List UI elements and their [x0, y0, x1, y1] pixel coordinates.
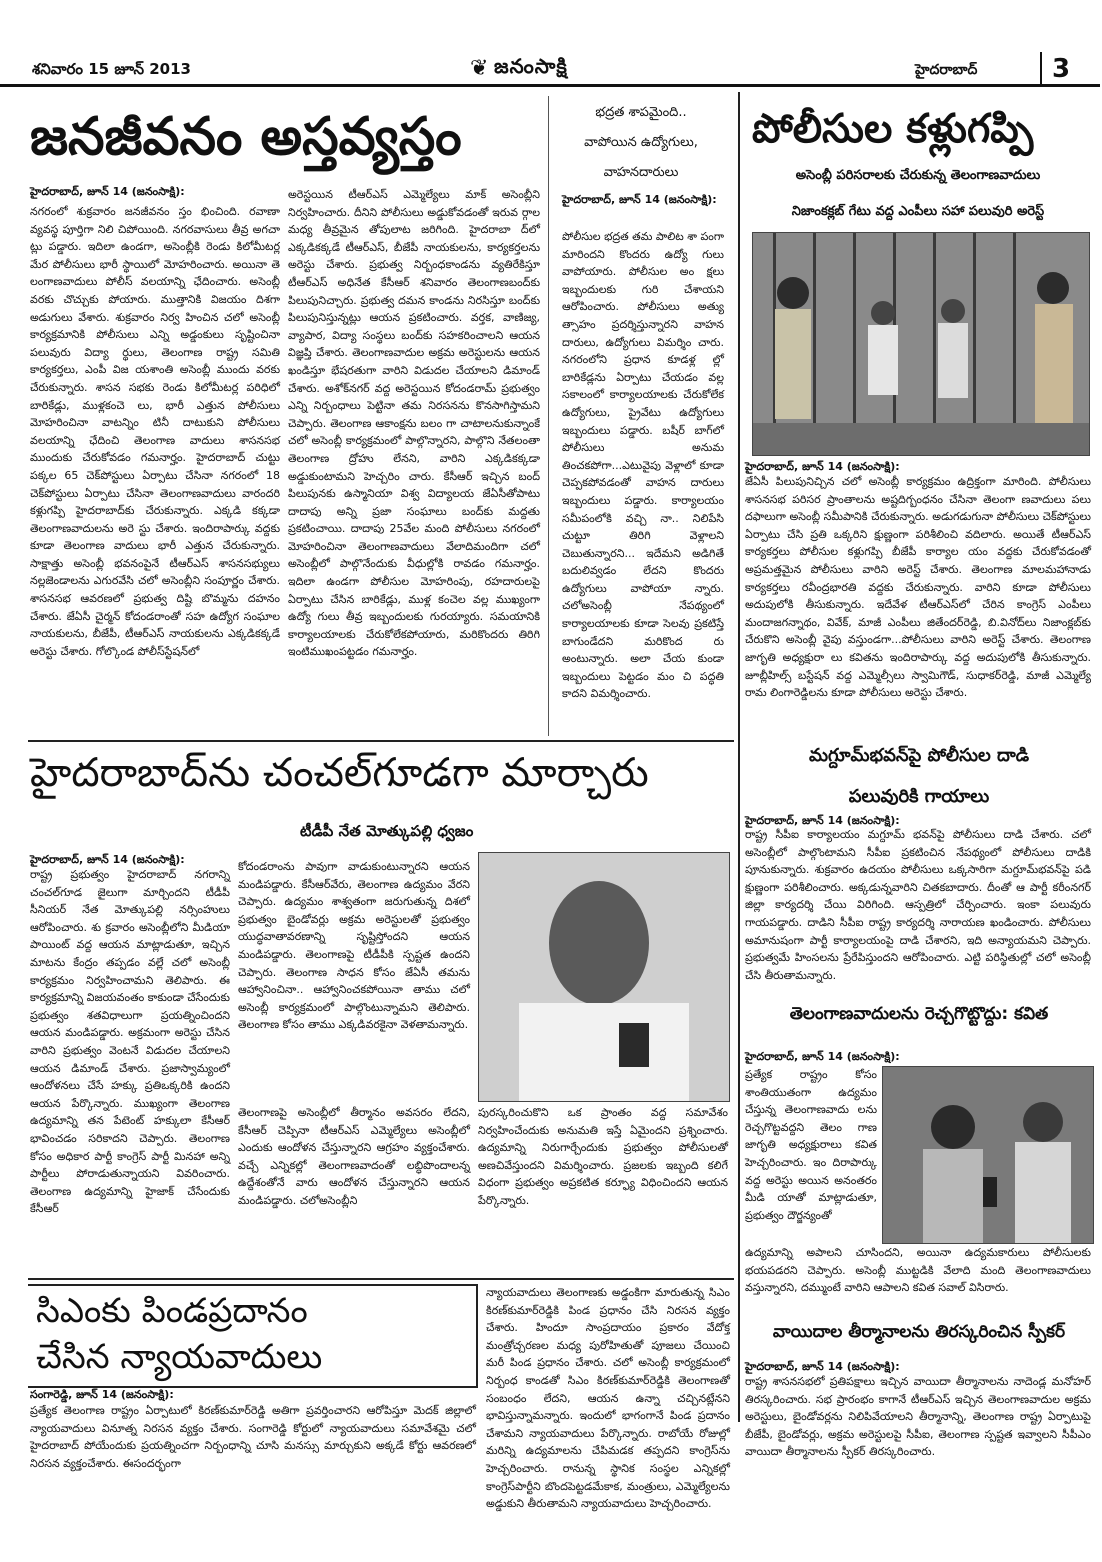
story5-headline: మగ్దూమ్‌భవన్‌పై పోలీసుల దాడి — [808, 745, 1030, 766]
story4-column-1: రాష్ట్ర ప్రభుత్వం హైదరాబాద్ నగరాన్ని చంచల్‌గూడ జైలుగా మార్చిందని టీడీపీ సీనియర్ నేత మోత్కుపల్లి నర్సింహులు ఆరోపించారు. శు క్రవారం అసెంబ్లీలోని మీడియా పాయింట్ వద్ద ఆయన మాట్లాడుతూ, ఇచ్చిన మాటను కేంద్రం తప్పడం వల్లే చలో అసెంబ్లీ కార్యక్రమం నిర్వహించామని తెలిపారు. ఈ కార్యక్రమాన్ని విజయవంతం కాకుండా చేసేందుకు ప్రభుత్వం శతవిధాలుగా ప్రయత్నించిందని ఆయన మండిపడ్డారు. అక్రమంగా అరెస్టు చేసిన వారిని ప్రభుత్వం వెంటనే విడుదల చేయాలని ఆయన డిమాండ్ చేశారు. ప్రజాస్వామ్యంలో ఆందోళనలు చేసే హక్కు ప్రతిఒక్కరికి ఉందని ఆయన పేర్కొన్నారు. ముఖ్యంగా తెలంగాణ ఉద్యమాన్ని తన పేటెంట్ హక్కులా కేసీఆర్ భావించడం సరికాదని చెప్పారు. తెలంగాణ కోసం అధికార పార్టీ కాంగ్రెస్ పార్టీ మినహా అన్ని పార్టీలు పోరాడుతున్నాయని వివరించారు. తెలంగాణ ఉద్యమాన్ని హైజాక్ చేసేందుకు కేసీఆర్ — [30, 868, 230, 1216]
story5-body: రాష్ట్ర సీపీఐ కార్యాలయం మగ్దూమ్ భవన్‌పై పోలీసులు దాడి చేశారు. చలో అసెంబ్లీలో పాల్గొంటామని సీపీఐ ప్రకటించిన నేపథ్యంలో పోలీసులు దాడికి పూనుకున్నారు. శుక్రవారం ఉదయం పోలీసులు ఒక్కసారిగా మగ్దూమ్‌భవన్‌పై పడి క్షుణ్ణంగా పరిశీలించారు. అక్కడున్నవారిని చితకబాదారు. దీంతో ఆ పార్టీ కరీంనగర్ జిల్లా కార్యదర్శి చేయి విరిగింది. ఆస్పత్రిలో చేర్పించారు. ఇంకా పలువురు గాయపడ్డారు. దాడిని సీపీఐ రాష్ట్ర కార్యదర్శి నారాయణ ఖండించారు. పోలీసులు అమానుషంగా పార్టీ కార్యాలయంపై దాడి చేశారని, ఇది అన్యాయమని చెప్పారు. ప్రభుత్వమే హింసలను ప్రేరేపిస్తుందని ఆరోపించారు. ఎట్టి పరిస్థితుల్లో చలో అసెంబ్లీ చేసి తీరుతామన్నారు. — [745, 828, 1091, 982]
story4-tail-right: పురస్కరించుకొని ఒక ప్రాంతం వద్ద సమావేశం నిర్వహించేందుకు అనుమతి ఇస్తే ఏమైందని ప్రశ్నించారు. ఉద్యమాన్ని నిరుగార్చేందుకు ప్రభుత్వం పోలీసులతో అణచివేస్తుందని విమర్శించారు. ప్రజలకు ఇబ్బంది కలిగే విధంగా ప్రభుత్వం అప్రకటిత కర్ఫ్యూ విధించిందని ఆయన పేర్కొన్నారు. — [478, 1106, 728, 1207]
story7-body: రాష్ట్ర శాసనసభలో ప్రతిపక్షాలు ఇచ్చిన వాయిదా తీర్మానాలను నాదెండ్ల మనోహర్ తిరస్కరించారు. సభ ప్రారంభం కాగానే టీఆర్‌ఎస్ ఇచ్చిన తెలంగాణవాదుల అక్రమ అరెస్టులు, బైండోవర్లను నిలిపివేయాలని తీర్మానాన్ని, తెలంగాణ రాష్ట్ర ఏర్పాటుపై బీజేపీ, బైండోవర్లు, అక్రమ అరెస్టులపై సీపీఐ, తెలంగాణ స్పష్టత ఇవ్వాలని సీపీఎం వాయిదా తీర్మానాలను స్పీకర్ తిరస్కరించారు. — [745, 1375, 1091, 1459]
page-number: 3 — [1052, 54, 1071, 84]
column-rule — [548, 96, 549, 736]
story3-dateline: హైదరాబాద్, జూన్ 14 (జనంసాక్షి): — [745, 460, 900, 473]
story6-body-full: ఉద్యమాన్ని అపాలని చూసిందని, అయినా ఉద్యమకారులు పోలీసులకు భయపడరని చెప్పారు. అసెంబ్లీ ముట్టడికి వేలాది మంది తెలంగాణవాదులు వస్తున్నారని, దమ్ముంటే వారిని ఆపాలని కవిత సవాల్ విసిరారు. — [745, 1246, 1091, 1295]
issue-date: శనివారం 15 జూన్ 2013 — [32, 60, 191, 78]
story6-dateline: హైదరాబాద్, జూన్ 14 (జనంసాక్షి): — [745, 1050, 900, 1063]
kavitha-photo — [882, 1066, 1094, 1244]
story4-tail-left: తెలంగాణపై అసెంబ్లీలో తీర్మానం అవసరం లేదని, కేసీఆర్ చెప్పినా టీఆర్‌ఎస్ ఎమ్మెల్యేలు అసెంబ్లీలో ఎందుకు ఆందోళన చేస్తున్నారని ఆగ్రహం వ్యక్తంచేశారు. వచ్చే ఎన్నికల్లో తెలంగాణవాదంతో లబ్ధిపొందాలన్న ఉద్దేశంతోనే వారు ఆందోళన చేస్తున్నారని ఆయన మండిపడ్డారు. చలోఅసెంబ్లీని — [238, 1106, 470, 1207]
masthead-leaf-icon: ❦ — [470, 56, 489, 81]
story3-headline: పోలీసుల కళ్లుగప్పి — [752, 106, 1034, 152]
story8-headline-1: సిఎంకు పిండప్రదానం — [36, 1291, 308, 1331]
photo-illustration — [479, 853, 729, 1101]
story2-dateline: హైదరాబాద్, జూన్ 14 (జనంసాక్షి): — [562, 193, 717, 206]
header-divider — [1040, 52, 1042, 86]
kicker-line: భద్రత శాపమైంది.. — [595, 105, 687, 120]
story5-dateline: హైదరాబాద్, జూన్ 14 (జనంసాక్షి): — [745, 814, 900, 827]
story1-headline: జనజీవనం అస్తవ్యస్తం — [30, 107, 462, 167]
header-rule — [0, 84, 1100, 87]
story3-body: జేఏసీ పిలుపునిచ్చిన చలో అసెంబ్లీ కార్యక్రమం ఉద్రిక్తంగా మారింది. పోలీసులు శాసనసభ పరిసర ప్రాంతాలను అష్టదిగ్బంధనం చేసినా తెలంగా ణవాదులు పలు దఫాలుగా అసెంబ్లీ సమీపానికి చేరుకున్నారు. అడుగడుగునా పోలీసులు చెక్‌పోస్టులు ఏర్పాటు చేసి ప్రతి ఒక్కరిని క్షుణ్ణంగా పరిశీలించి వదిలారు. అయితే టీఆర్‌ఎస్ కార్యకర్తలు పోలీసుల కళ్లుగప్పి బీజేపీ కార్యాల యం వద్దకు చేరుకోవడంతో అప్రమత్తమైన పోలీసులు వారిని అరెస్ట్ చేశారు. తెలంగాణ మాలమహానాడు కార్యకర్తలు రవీంద్రభారతి వద్దకు చేరుకున్నారు. వారిని కూడా పోలీసులు అదుపులోకి తీసుకున్నారు. ఇదేవేళ టీఆర్‌ఎస్‌లో చేరిన కాంగ్రెస్ ఎంపీలు మందాజగన్నాథం, వివేక్, మాజీ ఎంపీలు జితేందర్‌రెడ్డి, బి.వినోద్‌లు నిజాంక్లబ్‌కు చేరుకొని అసెంబ్లీ వైపు వస్తుండగా...పోలీసులు వారిని అరెస్ట్ చేశారు. తెలంగాణ జాగృతి అధ్యక్షురా లు కవితను ఇందిరాపార్కు వద్ద అదుపులోకి తీసుకున్నారు. జూబ్లీహిల్స్ బస్టేషన్ వద్ద ఎమ్మెల్సీలు స్వామిగౌడ్, సుధాకర్‌రెడ్డి, మాజీ ఎమ్మెల్యే రామ లింగారెడ్డిలను కూడా పోలీసులు అరెస్టు చేశారు. — [745, 475, 1091, 700]
story8-column-2: న్యాయవాదులు తెలంగాణకు అడ్డంకిగా మారుతున్న సిఎం కిరణ్‌కుమార్‌రెడ్డికి పిండ ప్రధానం చేసి నిరసన వ్యక్తం చేశారు. హిందూ సాంప్రదాయం ప్రకారం వేదోక్త మంత్రోచ్చరణల మధ్య పురోహితుతో పూజలు చేయించి మరీ పిండ ప్రధానం చేశారు. చలో అసెంబ్లీ కార్యక్రమంలో నిర్బంధ కాండతో సిఎం కిరణ్‌కుమార్‌రెడ్డికి తెలంగాణతో సంబంధం లేదని, ఆయన ఉన్నా చచ్చినట్లేనని భావిస్తున్నామన్నారు. ఇందులో భాగంగానే పిండ ప్రదానం చేశామని న్యాయవాదులు పేర్కొన్నారు. రాబోయే రోజుల్లో మరిన్ని ఉద్యమాలను చేపిమడక తప్పదని కాంగ్రెస్‌ను హెచ్చరించారు. రానున్న స్థానిక సంస్థల ఎన్నికల్లో కాంగ్రెస్‌పార్టీని బొందపెట్టడమేకాక, మంత్రులు, ఎమ్మెల్యేలను అడ్డుకుని తీరుతామని న్యాయవాదులు హెచ్చరించారు. — [486, 1286, 730, 1511]
motkupalli-photo — [478, 852, 730, 1102]
story2-kicker — [556, 98, 726, 188]
photo-illustration — [753, 233, 1089, 455]
story7-dateline: హైదరాబాద్, జూన్ 14 (జనంసాక్షి): — [745, 1360, 900, 1373]
kicker-line: వాహనదారులు — [603, 165, 679, 180]
story2-body: పోలీసుల భద్రత తమ పాలిట శా పంగా మారిందని కొందరు ఉద్యో గులు వాపోయారు. పోలీసుల అం క్షలు ఇబ్బందులకు గురి చేశాయని ఆరోపించారు. పోలీసులు అత్యు త్సాహం ప్రదర్శిస్తున్నారని వాహన దారులు, ఉద్యోగులు విమర్శిం చారు. నగరంలోని ప్రధాన కూడళ్ల ల్లో బారికేడ్లను ఏర్పాటు చేయడం వల్ల సకాలంలో కార్యాలయాలకు చేరుకోలేక ఉద్యోగులు, ప్రైవేటు ఉద్యోగులు ఇబ్బందులు పడ్డారు. బషీర్ బాగ్‌లో పోలీసులు అనుమ తించకపోగా...ఎటువైపు వెళ్లాలో కూడా చెప్పకపోవడంతో వాహన దారులు ఇబ్బందులు పడ్డారు. కార్యాలయం సమీపంలోకి వచ్చి నా.. నిలిపేసి చుట్టూ తిరిగి వెళ్లాలని చెబుతున్నారని... ఇదేమని అడిగితే బదులివ్వడం లేదని కొందరు ఉద్యోగులు వాపోయా న్నారు. చలోఅసెంబ్లీ నేపథ్యంలో కార్యాలయాలకు కూడా సెలవు ప్రకటిస్తే బాగుండేదని మరికొంద రు అంటున్నారు. అలా చేయ కుండా ఇబ్బందులు పెట్టడం మం చి పద్ధతి కాదని విమర్శించారు. — [562, 230, 724, 701]
story1-dateline: హైదరాబాద్, జూన్ 14 (జనంసాక్షి): — [30, 185, 185, 198]
police-arrest-photo — [752, 232, 1090, 456]
story8-column-1: ప్రత్యేక తెలంగాణ రాష్ట్రం ఏర్పాటులో కిరణ్‌కుమార్‌రెడ్డి అతిగా ప్రవర్తించారని ఆరోపిస్తూ మెదక్ జిల్లాలో న్యాయవాదులు వినూత్న నిరసన వ్యక్తం చేశారు. సంగారెడ్డి కోర్టులో న్యాయవాదులు సమావేశమై చలో హైదరాబాద్ పోయేందుకు ప్రయత్నించగా నిర్బంధాన్ని చూసి మనస్సు మార్చుకుని అక్కడే కోర్టు ఆవరణలో నిరసన వ్యక్తంచేశారు. ఈసందర్భంగా — [30, 1404, 476, 1470]
photo-illustration — [883, 1067, 1093, 1243]
story4-subhead: టీడీపీ నేత మోత్కుపల్లి ధ్వజం — [300, 822, 474, 840]
header-city: హైదరాబాద్ — [915, 62, 978, 78]
story7-headline: వాయిదాల తీర్మానాలను తిరస్కరించిన స్పీకర్ — [772, 1322, 1066, 1342]
story4-column-2: కోదండరాంను పావుగా వాడుకుంటున్నారని ఆయన మండిపడ్డారు. కేసీఆర్‌వేరు, తెలంగాణ ఉద్యమం వేరని చెప్పారు. ఉద్యమం శాశ్వతంగా జరుగుతున్న దిశలో ప్రభుత్వం బైండోవర్లు అక్రమ అరెస్టులతో ప్రభుత్వం యుద్ధవాతావరణాన్ని సృష్టిస్తోందని ఆయన మండిపడ్డారు. తెలంగాణపై టీడీపీకి స్పష్టత ఉందని చెప్పారు. తెలంగాణ సాధన కోసం జేఏసీ తమను ఆహ్వానించినా.. ఆహ్వానించకపోయినా తాము చలో అసెంబ్లీ కార్యక్రమంలో పాల్గొంటున్నామని తెలిపారు. తెలంగాణ కోసం తాము ఎక్కడివరకైనా వెళతామన్నారు. — [238, 860, 470, 1032]
section-rule — [28, 740, 734, 742]
story8-dateline: సంగారెడ్డి, జూన్ 14 (జనంసాక్షి): — [30, 1388, 174, 1401]
story3-subhead-2: నిజాంకక్లబ్ గేటు వద్ద ఎంపీలు సహా పలువురి అరెస్ట్ — [791, 204, 1045, 219]
story6-body-side: ప్రత్యేక రాష్ట్రం కోసం శాంతియుతంగా ఉద్యమం చేస్తున్న తెలంగాణవాదు లను రెచ్చగొట్టవద్దని తెలం గాణ జాగృతి అధ్యక్షురాలు కవిత హెచ్చరించారు. ఇం దిరాపార్కు వద్ద అరెస్టు అయిన అనంతరం మీడి యాతో మాట్లాడుతూ, ప్రభుత్వం దౌర్జన్యంతో — [745, 1068, 877, 1222]
masthead-title: జనంసాక్షి — [494, 54, 568, 78]
story1-column-2: అరెస్టయిన టీఆర్‌ఎస్ ఎమ్మెల్యేలు మాక్ అసెంబ్లీని నిర్వహించారు. దీనిని పోలీసులు అడ్డుకోవడంతో ఇరువ ర్గాల మధ్య తీవ్రమైన తోపులాట జరిగింది. హైదరాబా ద్‌లో ఎక్కడికక్కడే టీఆర్‌ఎస్, బీజేపీ నాయకులను, కార్యకర్తలను అరెస్టు చేశారు. ప్రభుత్వ నిర్బంధకాండను వ్యతిరేకిస్తూ టీఆర్‌ఎస్ అధినేత కేసీఆర్ శనివారం తెలంగాణబంద్‌కు పిలుపునిచ్చారు. ప్రభుత్వ దమన కాండను నిరసిస్తూ బంద్‌కు పిలుపునిస్తున్నట్లు ఆయన ప్రకటించారు. వర్తక, వాణిజ్య, వ్యాపార, విద్యా సంస్థలు బంద్‌కు సహకరించాలని ఆయన విజ్ఞప్తి చేశారు. తెలంగాణవాదుల అక్రమ అరెస్టులను ఆయన ఖండిస్తూ భేషరతుగా వారిని విడుదల చేయాలని డిమాండ్ చేశారు. అశోక్‌నగర్ వద్ద అరెస్టయిన కోదండరామ్ ప్రభుత్వం ఎన్ని నిర్బంధాలు పెట్టినా తమ నిరసనను కొనసాగిస్తామని చెప్పారు. తెలంగాణ ఆకాంక్షను బలం గా చాటాలనుకున్నాంకే చలో అసెంబ్లీ కార్యక్రమంలో పాల్గొన్నారని, పాల్గొని నేతలంతా తెలంగాణ ద్రోహు లేనని, వారిని ఎక్కడికక్కడా అడ్డుకుంటామని హెచ్చరిం చారు. కేసీఆర్ ఇచ్చిన బంద్ పిలుపునకు ఉస్మానియా విశ్వ విద్యాలయ జేఏసీతోపాటు దాదాపు అన్ని ప్రజా సంఘాలు బంద్‌కు మద్దతు ప్రకటించాయి. దాదాపు 25వేల మంది పోలీసులు నగరంలో మోహరించినా తెలంగాణవాదులు వేలాదిమందిగా చలో అసెంబ్లీలో పాల్గొనేందుకు వీధుల్లోకి రావడం గమనార్హం. ఇదిలా ఉండగా పోలీసుల మోహరింపు, రహదారులపై ఏర్పాటు చేసిన బారికేడ్లు, ముళ్ల కంచెల వల్ల ముఖ్యంగా ఉద్యో గులు తీవ్ర ఇబ్బందులకు గురయ్యారు. సమయానికి కార్యాలయాలకు చేరుకోలేకపోయారు, మరికొందరు తిరిగి ఇంటిముఖంపట్టడం గమనార్హం. — [288, 188, 540, 659]
story1-column-1: నగరంలో శుక్రవారం జనజీవనం స్తం భించింది. రవాణా వ్యవస్థ పూర్తిగా నిలి చిపోయింది. నగరవాసులు తీవ్ర అగచా ట్లు పడ్డారు. ఇదిలా ఉండగా, అసెంబ్లీకి రెండు కిలోమీటర్ల మేర పోలీసులు భారీ స్థాయిలో మోహరించారు. అయినా తె లంగాణవాదులు పోలీస్ వలయాన్ని ఛేదించారు. అసెంబ్లీ వరకు చొచ్చుకు పోయారు. ముత్తానికి విజయం దిశగా అడుగులు వేశారు. శుక్రవారం నిర్వ హించిన చలో అసెంబ్లీ కార్యక్రమానికి పోలీసులు ఎన్ని అడ్డంకులు సృష్టించినా పలువురు విద్యా ర్థులు, తెలంగాణ రాష్ట్ర సమితి కార్యకర్తలు, ఎంపీ విజ యశాంతి అసెంబ్లీ ముందు వరకు చేరుకున్నారు. శాసన సభకు రెండు కిలోమీటర్ల పరిధిలో బారికేడ్లు, ముళ్లకంచె లు, భారీ ఎత్తున పోలీసులు మోహరించినా వాటన్నిం టినీ దాటుకుని పోలీసులు వలయాన్ని ఛేదించి తెలంగాణ వాదులు శాసనసభ ముందుకు చేరుకోవడం గమనార్హం. హైదరాబాద్ చుట్టు పక్కల 65 చెక్‌పోస్టులు ఏర్పాటు చేసినా నగరంలో 18 చెక్‌పోస్టులు ఏర్పాటు చేసినా తెలంగాణవాదులు వారందరి కళ్లుగప్పి హైదరాబాద్‌కు చేరుకున్నారు. ఎక్కడి కక్కడా తెలంగాణవాదులను అరె స్టు చేశారు. ఇందిరాపార్కు వద్దకు కూడా తెలంగాణ వాదులు భారీ ఎత్తున చేరుకున్నారు. సాక్షాత్తు అసెంబ్లీ భవనంపైనే టీఆర్‌ఎస్ శాసనసభ్యులు నల్లజెండాలను ఎగురవేసి చలో అసెంబ్లీని సంపూర్ణం చేశారు. శాసనసభ ఆవరణలో ప్రభుత్వ దిష్టి బొమ్మను దహనం చేశారు. జేఏసీ చైర్మన్ కోదండరాంతో సహ ఉద్యోగ సంఘాల నాయకులను, బీజేపీ, టీఆర్‌ఎస్ నాయకులను ఎక్కడికక్కడే అరెస్టు చేశారు. గోల్కొండ పోలీస్‌స్టేషన్‌లో — [30, 205, 280, 658]
section-rule — [28, 1278, 734, 1280]
story5-headline-2: పలువురికి గాయాలు — [848, 786, 990, 807]
story4-dateline: హైదరాబాద్, జూన్ 14 (జనంసాక్షి): — [30, 853, 185, 866]
story8-headline-2: చేసిన న్యాయవాదులు — [36, 1337, 323, 1377]
story3-subhead-1: అసెంబ్లీ పరిసరాలకు చేరుకున్న తెలంగాణవాదులు — [795, 168, 1041, 183]
kicker-line: వాపోయిన ఉద్యోగులు, — [584, 135, 698, 150]
story4-headline: హైదరాబాద్‌ను చంచల్‌గూడగా మార్చారు — [30, 750, 649, 796]
story6-headline: తెలంగాణవాదులను రెచ్చగొట్టొద్దు: కవిత — [789, 1004, 1049, 1024]
